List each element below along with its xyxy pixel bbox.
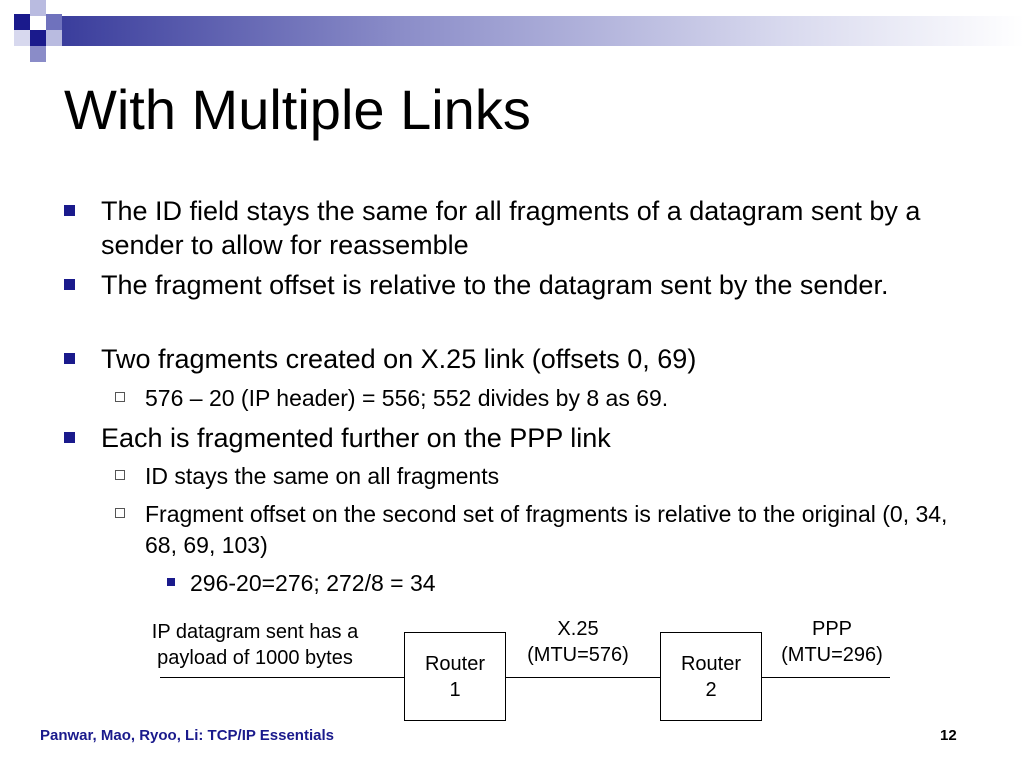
square-bullet-icon (64, 353, 75, 364)
square-bullet-icon (64, 432, 75, 443)
sub-sub-bullet-text: 296-20=276; 272/8 = 34 (190, 570, 436, 596)
hollow-square-bullet-icon (115, 470, 125, 480)
router-2: Router 2 (660, 632, 762, 721)
sub-list-item (145, 499, 955, 561)
link-line-x25 (506, 677, 660, 678)
sub-bullet-text: ID stays the same on all fragments (145, 463, 500, 489)
list-item (101, 268, 941, 302)
footer-authors: Panwar, Mao, Ryoo, Li: TCP/IP Essentials (40, 727, 334, 744)
sub-sub-list-item (190, 568, 890, 598)
square-bullet-icon (167, 578, 175, 586)
page-number: 12 (940, 727, 957, 744)
decor-square (30, 0, 46, 16)
x25-link-label: X.25 (MTU=576) (527, 618, 629, 666)
router-1: Router 1 (404, 632, 506, 721)
bullet-text: The fragment offset is relative to the datagram sent by the sender. (101, 270, 889, 300)
decor-square (14, 30, 30, 46)
header-gradient-bar (60, 16, 1024, 46)
list-item (101, 194, 941, 262)
source-label: IP datagram sent has a payload of 1000 bytes (151, 621, 359, 669)
slide-title: With Multiple Links (64, 78, 531, 141)
sub-list-item (145, 461, 955, 492)
decor-square (30, 46, 46, 62)
link-line-source (160, 677, 404, 678)
sub-bullet-text: Fragment offset on the second set of fragments is relative to the original (0, 34, 68, 69, 103) (145, 501, 948, 558)
sub-list-item (145, 383, 955, 414)
ppp-link-label: PPP (MTU=296) (781, 618, 883, 666)
bullet-text: Each is fragmented further on the PPP link (101, 423, 611, 453)
decor-square (46, 30, 62, 46)
list-item (101, 342, 941, 376)
decor-square (14, 14, 30, 30)
decor-square (46, 14, 62, 30)
link-line-ppp (762, 677, 890, 678)
hollow-square-bullet-icon (115, 392, 125, 402)
decor-square (30, 30, 46, 46)
sub-bullet-text: 576 – 20 (IP header) = 556; 552 divides by 8 as 69. (145, 385, 669, 411)
hollow-square-bullet-icon (115, 508, 125, 518)
bullet-text: The ID field stays the same for all fragments of a datagram sent by a sender to allow for reassemble (101, 196, 921, 260)
square-bullet-icon (64, 205, 75, 216)
bullet-text: Two fragments created on X.25 link (offsets 0, 69) (101, 344, 697, 374)
list-item (101, 421, 941, 455)
square-bullet-icon (64, 279, 75, 290)
